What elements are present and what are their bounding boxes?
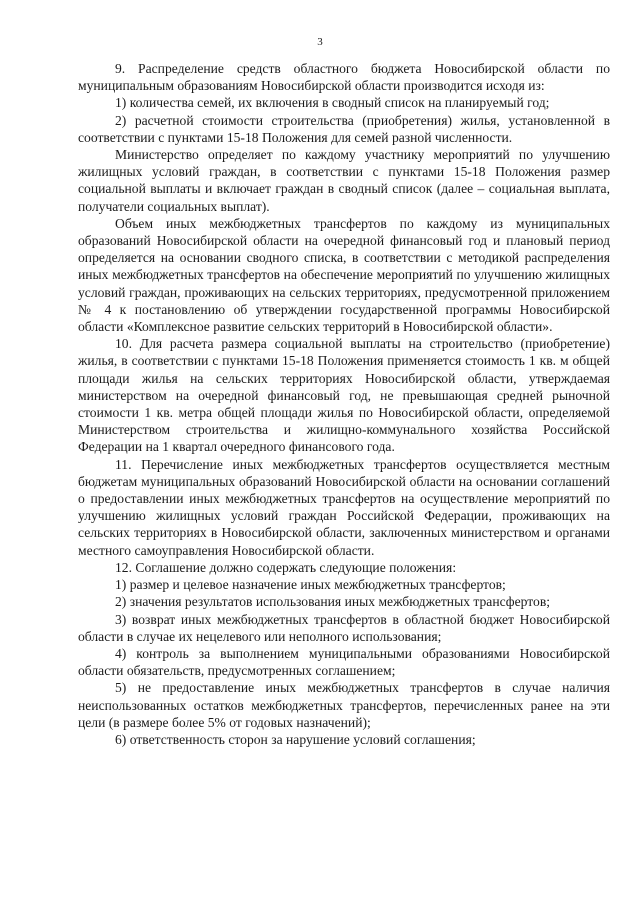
- paragraph-9-item-1: 1) количества семей, их включения в сводный список на планируемый год;: [115, 95, 550, 111]
- paragraph-12-item-5: 5) не предоставление иных межбюджетных трансфертов в случае наличия неиспользованных остатков межбюджетных трансфертов, перечисленных ранее на эти цели (в размере более 5% от годовых назначений);: [78, 680, 610, 730]
- paragraph-12-item-1: 1) размер и целевое назначение иных межбюджетных трансфертов;: [115, 577, 506, 593]
- paragraph-12-item-3: 3) возврат иных межбюджетных трансфертов в областной бюджет Новосибирской области в случае их нецелевого или неполного использования;: [78, 611, 610, 644]
- paragraph-ministry-determines: Министерство определяет по каждому участнику мероприятий по улучшению жилищных условий граждан, в соответствии с пунктами 15-18 Положения размер социальной выплаты и включает граждан в сводный список (далее – социальная выплата, получатели социальных выплат).: [78, 147, 610, 214]
- paragraph-9: 9. Распределение средств областного бюджета Новосибирской области по муниципальным образованиям Новосибирской области производится исходя из:: [78, 61, 610, 94]
- paragraph-12: 12. Соглашение должно содержать следующие положения:: [115, 559, 457, 575]
- paragraph-12-item-4: 4) контроль за выполнением муниципальными образованиями Новосибирской области обязательств, предусмотренных соглашением;: [78, 645, 610, 679]
- paragraph-10: 10. Для расчета размера социальной выплаты на строительство (приобретение) жилья, в соответствии с пунктами 15-18 Положения применяется стоимость 1 кв. м общей площади жилья на сельских территориях Новосибирской области, утверждаемая министерством на очередной финансовый год, не превышающая средней рыночной стоимости 1 кв. метра общей площади жилья по Новосибирской области, определяемой Министерством строительства и жилищно-коммунального хозяйства Российской Федерации на 1 квартал очередного финансового года.: [78, 336, 610, 455]
- page-number: 3: [317, 36, 323, 48]
- paragraph-12-item-2: 2) значения результатов использования иных межбюджетных трансфертов;: [115, 594, 551, 610]
- paragraph-12-item-6: 6) ответственность сторон за нарушение условий соглашения;: [115, 731, 476, 747]
- document-body: [78, 60, 610, 748]
- paragraph-11: 11. Перечисление иных межбюджетных трансфертов осуществляется местным бюджетам муниципальных образований Новосибирской области на основании соглашений о предоставлении иных межбюджетных трансфертов на осуществление мероприятий по улучшению жилищных условий граждан Российской Федерации, проживающих на сельских территориях в Новосибирской области, заключенных министерством и органами местного самоуправления Новосибирской области.: [78, 456, 610, 558]
- paragraph-9-item-2: 2) расчетной стоимости строительства (приобретения) жилья, установленной в соответствии с пунктами 15-18 Положения для семей разной численности.: [78, 112, 610, 145]
- paragraph-transfer-volume: Объем иных межбюджетных трансфертов по каждому из муниципальных образований Новосибирской области на очередной финансовый год и плановый период определяется на основании сводного списка, в соответствии с методикой распределения иных межбюджетных трансфертов на обеспечение мероприятий по улучшению жилищных условий граждан, проживающих на сельских территориях, предусмотренной приложением № 4 к постановлению об утверждении государственной программы Новосибирской области «Комплексное развитие сельских территорий в Новосибирской области».: [78, 215, 610, 335]
